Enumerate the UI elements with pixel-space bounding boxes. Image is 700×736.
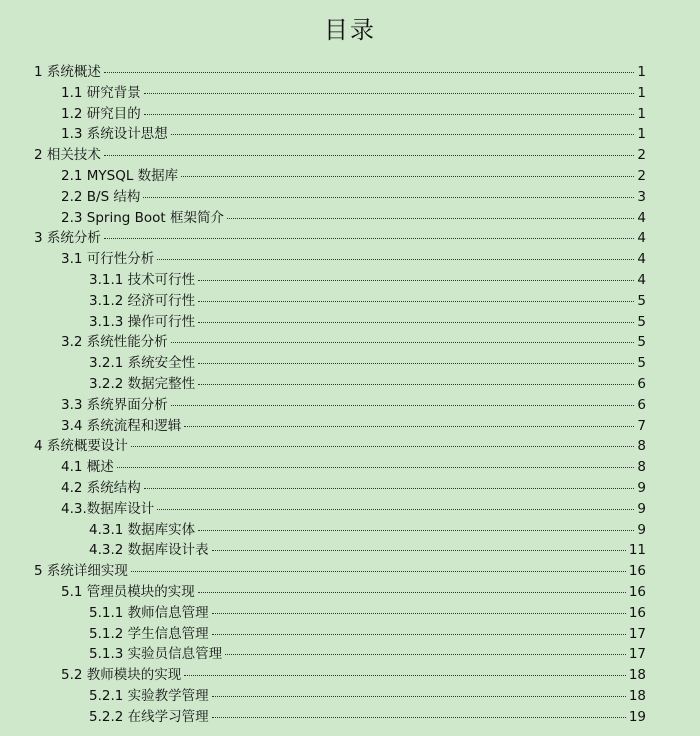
dot-leader [117, 467, 635, 468]
toc-entry-page-number: 17 [628, 625, 646, 642]
toc-entry-text: 5 系统详细实现 [34, 563, 128, 580]
toc-entry-text: 5.2.2 在线学习管理 [89, 708, 209, 725]
dot-leader [157, 509, 634, 510]
toc-entry-text: 3.4 系统流程和逻辑 [61, 417, 182, 434]
toc-entry-page-number: 16 [628, 583, 646, 600]
toc-entry[interactable] [34, 707, 646, 728]
dot-leader [171, 134, 635, 135]
toc-entry-text: 3.2.2 数据完整性 [89, 375, 196, 392]
toc-entry-text: 2.1 MYSQL 数据库 [61, 167, 179, 184]
dot-leader [104, 72, 635, 73]
toc-entry-text: 1.3 系统设计思想 [61, 126, 168, 143]
toc-entry[interactable] [34, 124, 646, 145]
toc-entry[interactable] [34, 228, 646, 249]
dot-leader [144, 114, 635, 115]
toc-entry-text: 2.2 B/S 结构 [61, 188, 141, 205]
dot-leader [198, 322, 634, 323]
toc-entry[interactable] [34, 457, 646, 478]
toc-entry[interactable] [34, 499, 646, 520]
toc-entry-page-number: 3 [637, 188, 646, 205]
toc-entry-page-number: 9 [637, 500, 646, 517]
toc-entry[interactable] [34, 561, 646, 582]
toc-entry-page-number: 1 [637, 105, 646, 122]
dot-leader [212, 717, 626, 718]
toc-entry-text: 5.1.1 教师信息管理 [89, 604, 209, 621]
dot-leader [144, 488, 635, 489]
toc-entry-page-number: 4 [637, 251, 646, 268]
toc-entry[interactable] [34, 374, 646, 395]
toc-entry-page-number: 16 [628, 604, 646, 621]
dot-leader [198, 592, 626, 593]
toc-entry-page-number: 16 [628, 563, 646, 580]
toc-entry[interactable] [34, 582, 646, 603]
toc-entry-text: 4 系统概要设计 [34, 438, 128, 455]
toc-entry-page-number: 4 [637, 230, 646, 247]
toc-entry-page-number: 4 [637, 209, 646, 226]
dot-leader [227, 218, 634, 219]
toc-entry[interactable] [34, 416, 646, 437]
dot-leader [181, 176, 634, 177]
table-of-contents [34, 62, 646, 728]
toc-entry[interactable] [34, 166, 646, 187]
toc-entry-page-number: 9 [637, 479, 646, 496]
dot-leader [131, 446, 635, 447]
toc-entry[interactable] [34, 540, 646, 561]
dot-leader [171, 342, 635, 343]
toc-entry-text: 5.2.1 实验教学管理 [89, 687, 209, 704]
dot-leader [104, 155, 635, 156]
toc-entry-page-number: 5 [637, 334, 646, 351]
toc-entry-page-number: 18 [628, 687, 646, 704]
toc-entry-text: 4.3.数据库设计 [61, 500, 155, 517]
toc-entry[interactable] [34, 478, 646, 499]
toc-entry-page-number: 5 [637, 313, 646, 330]
toc-entry-text: 2 相关技术 [34, 147, 101, 164]
dot-leader [198, 363, 634, 364]
dot-leader [184, 675, 626, 676]
toc-entry-text: 5.2 教师模块的实现 [61, 667, 182, 684]
toc-entry-text: 4.2 系统结构 [61, 479, 141, 496]
toc-entry[interactable] [34, 665, 646, 686]
toc-entry-text: 3.2.1 系统安全性 [89, 355, 196, 372]
toc-entry-page-number: 1 [637, 64, 646, 80]
toc-entry-page-number: 5 [637, 355, 646, 372]
dot-leader [212, 696, 626, 697]
dot-leader [104, 238, 635, 239]
toc-entry[interactable] [34, 395, 646, 416]
dot-leader [198, 530, 634, 531]
toc-entry-text: 3.1.1 技术可行性 [89, 271, 196, 288]
toc-entry-text: 2.3 Spring Boot 框架简介 [61, 209, 224, 226]
toc-entry-text: 5.1 管理员模块的实现 [61, 583, 195, 600]
dot-leader [225, 654, 626, 655]
toc-entry-text: 1.2 研究目的 [61, 105, 141, 122]
toc-entry[interactable] [34, 104, 646, 125]
dot-leader [198, 301, 634, 302]
toc-entry[interactable] [34, 624, 646, 645]
toc-entry[interactable] [34, 145, 646, 166]
toc-entry-text: 5.1.2 学生信息管理 [89, 625, 209, 642]
toc-entry[interactable] [34, 83, 646, 104]
dot-leader [157, 259, 634, 260]
toc-entry-page-number: 6 [637, 396, 646, 413]
toc-entry[interactable] [34, 291, 646, 312]
dot-leader [212, 634, 626, 635]
toc-entry-text: 4.3.2 数据库设计表 [89, 542, 209, 559]
toc-entry-page-number: 19 [628, 708, 646, 725]
toc-entry-text: 1 系统概述 [34, 64, 101, 80]
toc-entry-text: 3.3 系统界面分析 [61, 396, 168, 413]
toc-entry-page-number: 8 [637, 459, 646, 476]
toc-entry[interactable] [34, 208, 646, 229]
toc-entry[interactable] [34, 644, 646, 665]
toc-entry-page-number: 1 [637, 84, 646, 101]
dot-leader [198, 280, 634, 281]
toc-entry[interactable] [34, 686, 646, 707]
toc-entry-page-number: 2 [637, 167, 646, 184]
toc-entry-page-number: 4 [637, 271, 646, 288]
toc-entry[interactable] [34, 332, 646, 353]
toc-entry[interactable] [34, 249, 646, 270]
dot-leader [212, 613, 626, 614]
toc-entry-text: 3.1 可行性分析 [61, 251, 155, 268]
toc-entry-text: 1.1 研究背景 [61, 84, 141, 101]
toc-entry-text: 3.1.2 经济可行性 [89, 292, 196, 309]
toc-entry[interactable] [34, 353, 646, 374]
toc-entry[interactable] [34, 270, 646, 291]
toc-entry[interactable] [34, 436, 646, 457]
toc-entry-page-number: 17 [628, 646, 646, 663]
dot-leader [144, 93, 635, 94]
toc-entry-text: 3.2 系统性能分析 [61, 334, 168, 351]
toc-entry-page-number: 6 [637, 375, 646, 392]
toc-entry-text: 3 系统分析 [34, 230, 101, 247]
toc-entry-text: 4.3.1 数据库实体 [89, 521, 196, 538]
toc-entry-text: 3.1.3 操作可行性 [89, 313, 196, 330]
toc-entry-text: 4.1 概述 [61, 459, 114, 476]
toc-entry[interactable] [34, 187, 646, 208]
dot-leader [184, 426, 634, 427]
toc-entry-page-number: 2 [637, 147, 646, 164]
dot-leader [171, 405, 635, 406]
toc-entry-page-number: 7 [637, 417, 646, 434]
dot-leader [212, 550, 626, 551]
toc-entry[interactable] [34, 603, 646, 624]
toc-entry-text: 5.1.3 实验员信息管理 [89, 646, 223, 663]
dot-leader [131, 571, 626, 572]
toc-entry-page-number: 18 [628, 667, 646, 684]
toc-entry-page-number: 11 [628, 542, 646, 559]
toc-title: 目录 [324, 16, 376, 44]
toc-entry[interactable] [34, 62, 646, 83]
toc-entry[interactable] [34, 520, 646, 541]
dot-leader [143, 197, 634, 198]
toc-entry[interactable] [34, 312, 646, 333]
dot-leader [198, 384, 634, 385]
toc-entry-page-number: 9 [637, 521, 646, 538]
toc-entry-page-number: 1 [637, 126, 646, 143]
toc-entry-page-number: 8 [637, 438, 646, 455]
toc-entry-page-number: 5 [637, 292, 646, 309]
